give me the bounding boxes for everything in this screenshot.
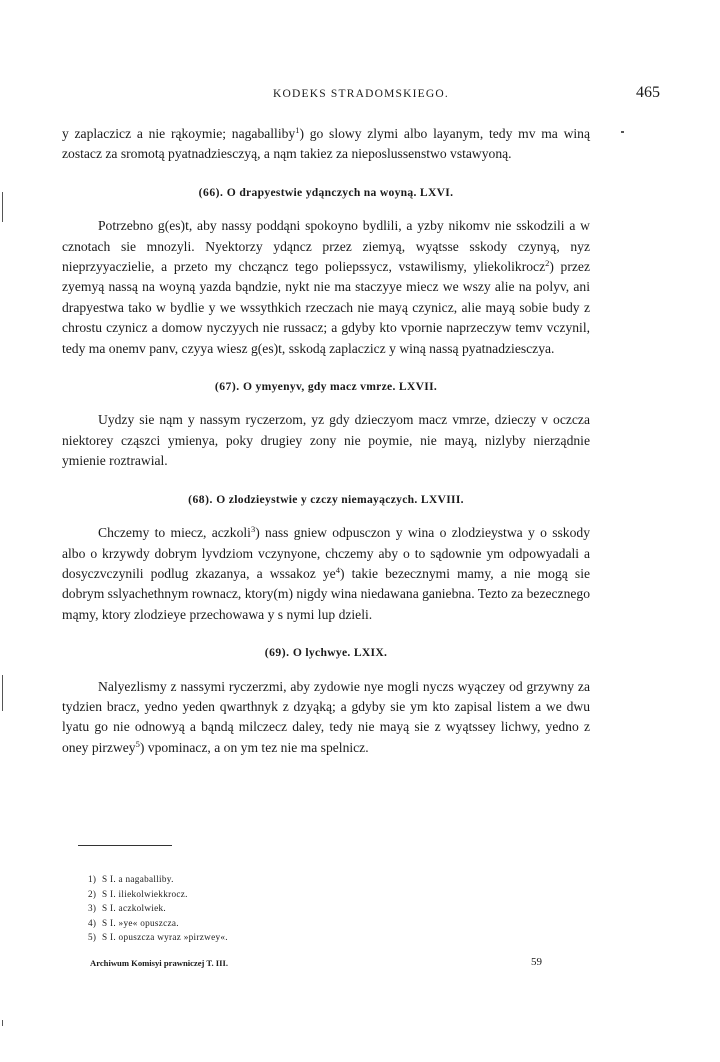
colophon <box>90 958 542 968</box>
section-paragraph-69 <box>62 677 590 759</box>
page-number: 465 <box>636 84 660 101</box>
section-text-a: Chczemy to miecz, aczkoli <box>98 525 251 541</box>
section-text-b: ) przez zyemyą nassą na woyną yazda bąndzie, nykt nie ma staczyye miecz we wszy alie na polyv, ani drapyestwa tako w bydlie y we wssythkich rzeczach nie mayą czynicz, alie mayą sobie budy z chrostu czynicz a domow nyczyych nie russacz; a gdyby kto vpornie naprzeczyw temv vczynil, tedy ma onemv panv, czyya wiesz g(es)t, sskodą zaplaczicz y winą nassą pyatnadziesczya. <box>62 259 590 356</box>
footnote-mark: 4) <box>88 917 97 928</box>
footnote <box>88 930 488 945</box>
section-number: (69). <box>264 646 290 660</box>
footnote-mark: 3) <box>88 903 97 914</box>
section-text-c: ) takie bezecznymi mamy, a nie mogą sie dobrym sslyachethnym rownacz, ktory(m) nigdy wina niedawana ganiebna. Tezto za bezecznego mąmy, ktory zlodzieye przechowawa y s nymi lup dzieli. <box>62 565 591 622</box>
footnote-ref-3: 3 <box>250 524 256 535</box>
scan-speck <box>2 192 3 222</box>
section-number: (68). <box>188 492 213 506</box>
footnote-text: S I. a nagaballiby. <box>102 874 174 884</box>
scan-speck <box>621 131 624 133</box>
section-text-a: Uydzy sie nąm y nassym ryczerzom, yz gdy dzieczyom macz vmrze, dzieczy v oczcza niektorey cząszci ymienya, poky drugiey zony nie poymie, nie mayą, nizlyby nierządnie ymienie roztrawial. <box>62 412 590 469</box>
footnote-ref-2: 2 <box>545 258 550 269</box>
footnotes <box>88 872 488 945</box>
section-title: O lychwye. LXIX. <box>292 646 388 660</box>
scan-speck <box>2 1020 3 1026</box>
section-paragraph-67 <box>62 410 590 471</box>
footnote-ref-4: 4 <box>335 564 340 575</box>
intro-paragraph <box>62 124 590 165</box>
section-heading-69 <box>62 643 590 663</box>
running-title: KODEKS STRADOMSKIEGO. <box>273 88 449 100</box>
footnote-text: S I. iliekolwiekkrocz. <box>102 888 188 899</box>
section-text-a: Nalyezlismy z nassymi ryczerzmi, aby zydowie nye mogli nyczs wyączey od grzywny za tydzien bracz, yedno yeden qwarthnyk z dzyąką; a gdyby sie ym kto zapisal listem a we dwu lyatu go nie odnowyą a bąndą milczecz daley, tedy nie mayą sie z wyątssey lichwy, yedno z oney pirzwey <box>62 678 590 755</box>
section-text-a: Potrzebno g(es)t, aby nassy poddąni spokoyno bydlili, a yzby nikomv nie sskodzili a w cznotach sie mnozyli. Nyektorzy ydąncz przez ziemyą, wyątsse sskody czynyą, nyz nieprzyyaczielie, a przeto my chcząncz tego poliepssycz, vstawilismy, yliekolikrocz <box>62 218 590 275</box>
intro-text-b: ) go slowy zlymi albo layanym, tedy mv ma winą zostacz za sromotą pyatnadziesczyą, a nąm takiez za nieposlussenstwo vstawyoną. <box>62 126 590 162</box>
body-text <box>62 124 590 758</box>
colophon-label: Archiwum Komisyi prawniczej T. III. <box>90 958 228 968</box>
footnote-text: S I. opuszcza wyraz »pirzwey«. <box>102 932 228 943</box>
footnote-mark: 2) <box>88 888 97 899</box>
scan-speck <box>2 675 3 711</box>
section-title: O zlodzieystwie y czczy niemayączych. LXVIII. <box>216 492 464 506</box>
section-paragraph-66 <box>62 216 590 359</box>
footnote <box>88 887 488 902</box>
section-heading-66 <box>62 183 590 203</box>
footnote-mark: 1) <box>88 874 97 884</box>
footnote <box>88 916 488 931</box>
sheet-signature: 59 <box>531 956 542 968</box>
footnote-text: S I. »ye« opuszcza. <box>102 917 179 928</box>
section-title: O ymyenyv, gdy macz vmrze. LXVII. <box>243 380 438 394</box>
intro-text-a: y zaplaczicz a nie rąkoymie; nagaballiby <box>62 126 296 141</box>
footnote-rule <box>78 845 172 846</box>
footnote-ref-5: 5 <box>135 738 140 749</box>
footnote-ref-1: 1 <box>295 125 300 135</box>
section-heading-67 <box>62 377 590 397</box>
section-title: O drapyestwie ydąnczych na woyną. LXVI. <box>226 185 454 199</box>
section-text-b: ) vpominacz, a on ym tez nie ma spelnicz. <box>139 739 369 755</box>
section-text-b: ) nass gniew odpusczon y wina o zlodzieystwa y o sskody albo o krzywdy dobrym lyvdziom vczynyone, chczemy aby o to sądownie ym odpowyadali a dosyczvczynili podlug zkazanya, a wssakoz ye <box>62 525 590 581</box>
section-heading-68 <box>62 490 590 510</box>
section-paragraph-68 <box>62 523 590 625</box>
section-number: (67). <box>214 380 240 394</box>
footnote <box>88 872 488 887</box>
footnote-text: S I. aczkolwiek. <box>102 903 166 914</box>
section-number: (66). <box>198 185 224 199</box>
footnote-mark: 5) <box>88 932 97 943</box>
running-head <box>62 84 660 106</box>
footnote <box>88 901 488 916</box>
